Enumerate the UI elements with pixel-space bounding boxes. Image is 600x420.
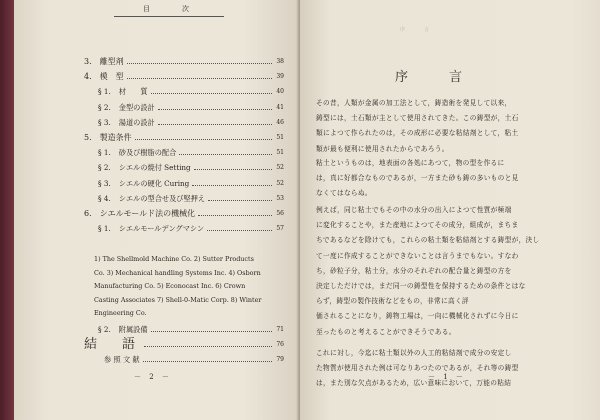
toc-entry-label	[98, 115, 155, 130]
toc-page-number: 79	[276, 356, 284, 364]
preface-line: 決定しただけでは，まだ同一の鋳型性を保持するための条件とはな	[316, 282, 526, 291]
preface-line: なくてはならぬ。	[316, 189, 372, 198]
toc-entry-number: § 1.	[98, 224, 111, 234]
manufacturer-line: 1) The Shellmold Machine Co. 2) Sutter Products	[94, 255, 254, 263]
right-page-number: － 1 －	[428, 373, 466, 381]
manufacturer-line: Casting Associates 7) Shell-0-Matic Corp. 8) Winter	[94, 295, 262, 304]
toc-entry-title: 参 照 文 献	[104, 355, 140, 365]
toc-entry-number: § 3.	[98, 178, 111, 188]
toc-entry	[84, 322, 284, 337]
preface-line: 価されることになり，鋳物工場は，一向に機械化されずに今日に	[316, 312, 519, 321]
toc-entry-number: 5.	[84, 132, 92, 142]
toc-entry-label	[98, 221, 204, 236]
toc-entry-title: 離型剤	[99, 57, 124, 66]
toc-entry-title: シエルの型合せ及び堅押え	[118, 193, 206, 203]
toc-entry	[84, 115, 284, 130]
toc-leader-dots	[127, 78, 272, 79]
toc-header: 目 次	[114, 4, 224, 17]
preface-line: た物質が使用された例は可なりあつたのであるが，それ等の鋳型	[316, 364, 519, 373]
preface-line: 至ったものと考えることができそうである。	[316, 327, 456, 336]
table-of-contents	[84, 54, 284, 236]
toc-entry	[84, 100, 284, 115]
toc-entry-label	[84, 130, 132, 145]
toc-leader-dots	[151, 93, 272, 94]
toc-entry-number: 6.	[84, 208, 92, 218]
manufacturer-line: Engineering Co.	[94, 309, 147, 317]
toc-entry	[84, 352, 284, 367]
toc-page-number: 76	[276, 341, 284, 349]
preface-paragraph	[316, 96, 578, 157]
toc-entry-label	[98, 322, 148, 337]
preface-line: 粘土というものは，地表面の各処にあつて，物の型を作るに	[316, 159, 505, 167]
preface-paragraph	[316, 346, 578, 392]
toc-page-number: 56	[276, 209, 284, 217]
toc-entry-number: § 2.	[98, 325, 111, 334]
toc-entry	[84, 145, 284, 160]
preface-line: これに対し，今迄に粘土類以外の人工的粘結剤で成分の安定し	[316, 349, 512, 357]
toc-entry-label	[98, 191, 205, 206]
toc-entry-label	[98, 176, 189, 191]
toc-leader-dots	[208, 200, 272, 201]
toc-page-number: 51	[276, 133, 284, 141]
manufacturer-line: Co. 3) Mechanical handling Systems Inc. 4) Osborn	[94, 268, 261, 277]
toc-page-number: 39	[276, 73, 284, 81]
preface-line: その昔，人類が金属の加工法として，鋳造術を発見して以来，	[316, 99, 512, 107]
preface-line: ち，砂粒子分，粘土分，水分のそれぞれの配合量と鋳型の方を	[316, 266, 512, 275]
toc-entry-number: 4.	[84, 72, 92, 82]
toc-entry	[84, 54, 284, 69]
toc-leader-dots	[179, 154, 272, 155]
toc-leader-dots	[198, 215, 272, 216]
toc-leader-dots	[192, 185, 272, 186]
toc-page-number: 51	[276, 149, 284, 157]
toc-entry	[84, 84, 284, 99]
toc-page-number: 38	[276, 58, 284, 65]
left-page	[14, 0, 300, 420]
toc-entry	[84, 191, 284, 206]
preface-title: 序 言	[395, 70, 477, 85]
preface-line: ちであるなどを除けても，これらの粘土類を粘結剤とする鋳型が，決し	[316, 236, 540, 245]
toc-entry-label	[84, 54, 124, 69]
toc-entry-label	[98, 160, 191, 175]
toc-entry-label	[98, 100, 155, 115]
toc-entry-title: 附属設備	[118, 325, 148, 334]
toc-entry-title: 金型の設計	[118, 102, 155, 112]
preface-line: 例えば，同じ粘土でもその中の水分の出入によつて性質が極端	[316, 206, 512, 214]
toc-entry-number: § 1.	[98, 87, 111, 97]
toc-page-number: 46	[276, 118, 284, 126]
toc-entry-title: 材 質	[118, 87, 148, 97]
toc-entry-title: 湯道の設計	[118, 117, 155, 127]
toc-entry	[84, 176, 284, 191]
toc-entry	[84, 160, 284, 175]
toc-leader-dots	[143, 361, 272, 362]
preface-line: は，また別な欠点があるため，広い意味において，万能の粘結	[316, 379, 512, 388]
toc-entry	[84, 206, 284, 221]
toc-entry-title: 砂及び樹脂の配合	[118, 148, 177, 158]
toc-entry-title: 模 型	[99, 72, 124, 82]
toc-page-number: 52	[276, 164, 284, 172]
toc-entry-title: 結 語	[84, 337, 142, 353]
manufacturer-line: Manufacturing Co. 5) Econocast Inc. 6) Crown	[94, 282, 246, 290]
toc-entry-number: § 1.	[98, 148, 111, 158]
toc-leader-dots	[194, 169, 272, 170]
toc-entry	[84, 69, 284, 84]
preface-line: 類によつて作られたのは，その成形に必要な粘結剤として，粘土	[316, 129, 519, 138]
toc-entry-number: § 3.	[98, 117, 111, 127]
toc-entry-title: シエルの硬化 Curing	[118, 178, 190, 188]
toc-entry-title: シエルの焼付 Setting	[118, 163, 191, 173]
toc-entry-number: 3.	[84, 57, 92, 66]
toc-page-number: 53	[276, 194, 284, 202]
toc-leader-dots	[127, 63, 272, 64]
toc-page-number: 40	[276, 88, 284, 96]
toc-entry-label	[84, 337, 141, 352]
toc-entry-title: シエルモールデングマシン	[118, 224, 205, 234]
table-of-contents-tail	[84, 322, 284, 368]
preface-paragraph	[316, 203, 578, 340]
toc-entry	[84, 130, 284, 145]
toc-leader-dots	[158, 124, 272, 125]
toc-page-number: 71	[276, 326, 284, 333]
toc-leader-dots	[151, 331, 272, 332]
toc-leader-dots	[135, 139, 272, 140]
toc-page-number: 52	[276, 179, 284, 187]
toc-page-number: 41	[276, 103, 284, 111]
toc-entry-number: § 2.	[98, 163, 111, 173]
toc-entry-title: 製造条件	[99, 132, 132, 142]
toc-entry-number: § 2.	[98, 102, 111, 112]
preface-line: らず，鋳型の製作技術などをもの，非常に高く評	[316, 297, 469, 306]
toc-entry	[84, 221, 284, 236]
manufacturer-list	[94, 253, 286, 321]
toc-entry-label	[104, 352, 140, 367]
preface-line: 鋳型には，土石類が主として使用されてきた。この鋳型が，土石	[316, 114, 519, 123]
toc-entry-label	[98, 145, 176, 160]
faint-header: 序 言	[400, 27, 433, 33]
toc-entry-number: § 4.	[98, 193, 111, 203]
preface-line: 類が最も便利に使用されたからであろう。	[316, 144, 449, 153]
toc-entry-title: シエルモールド法の機械化	[99, 208, 196, 218]
preface-line: は，真に好都合なものであるが，一方また砂も鋳の多いものと見	[316, 174, 519, 183]
toc-entry	[84, 337, 284, 352]
toc-entry-label	[84, 69, 124, 84]
preface-line: に変化することや，また産地によつてその成分，組成が，まちま	[316, 221, 519, 230]
left-page-number: － 2 －	[134, 373, 172, 381]
toc-entry-label	[84, 206, 195, 221]
toc-leader-dots	[144, 346, 272, 347]
toc-entry-label	[98, 84, 148, 99]
toc-leader-dots	[207, 230, 272, 231]
preface-line: て一度に作成することができないことは言うまでもない。すなわ	[316, 251, 519, 260]
toc-page-number: 57	[276, 225, 284, 233]
toc-leader-dots	[158, 109, 272, 110]
preface-paragraph	[316, 156, 578, 202]
